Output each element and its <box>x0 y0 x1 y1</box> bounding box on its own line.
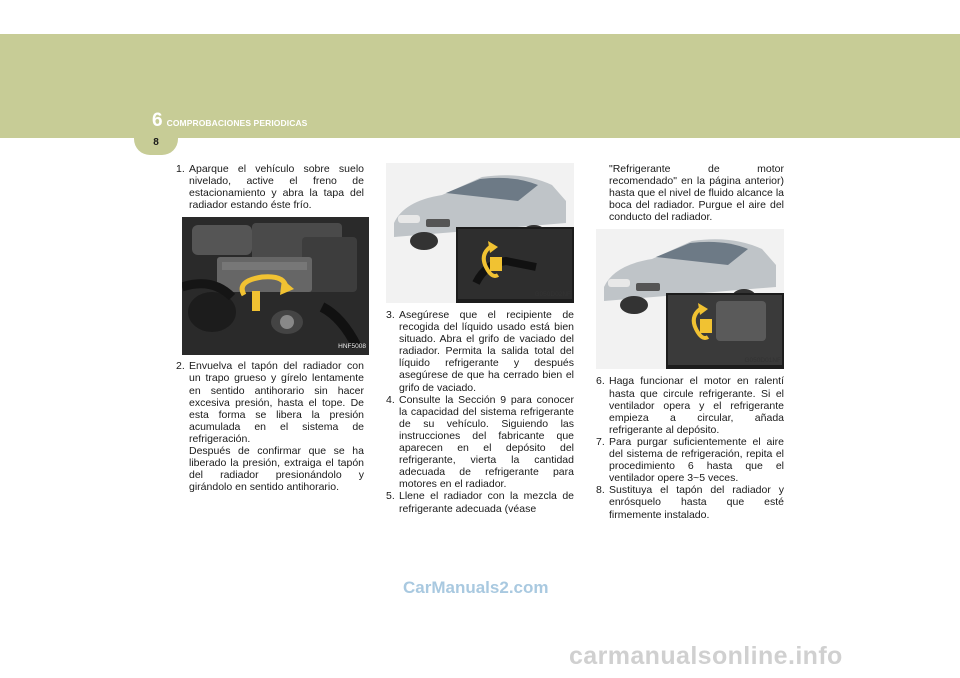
step-text: "Refrigerante de motor recomendado" en la página anterior) hasta que el nivel de fluido alcance la boca del radiador. Purgue el aire del conducto del radiador. <box>609 163 784 224</box>
step-number: 5. <box>386 490 395 503</box>
step-number: 6. <box>596 375 605 388</box>
chapter-heading <box>152 111 307 130</box>
chapter-title: COMPROBACIONES PERIODICAS <box>166 118 308 128</box>
step-number: 4. <box>386 393 395 406</box>
column-3 <box>596 163 784 521</box>
step-text: Después de confirmar que se ha liberado la presión, extraiga el tapón del radiador presionándolo y girándolo en sentido antihorario. <box>189 445 364 494</box>
watermark-carmanuals2: CarManuals2.com <box>403 578 549 597</box>
step-text: Envuelva el tapón del radiador con un trapo grueso y gírelo lentamente en sentido antihorario sin hacer excesiva presión, hasta el tope. De esta forma se libera la presión acumulada en el sistema de refrigeración. <box>189 360 364 445</box>
step-number: 3. <box>386 309 395 321</box>
step-number: 8. <box>596 484 605 497</box>
step-number: 7. <box>596 435 605 448</box>
photo-code: G050D02NF <box>534 290 571 298</box>
step-3 <box>386 309 574 394</box>
car-drain-photo <box>386 163 574 303</box>
step-5 <box>386 490 574 514</box>
step-text: Asegúrese que el recipiente de recogida del líquido usado está bien situado. Abra el grifo de vaciado del radiador. Permita la salida total del líquido refrigerante y después asegúrese de que ha cerrado bien el grifo de vaciado. <box>399 309 574 394</box>
step-number: 2. <box>176 360 185 373</box>
step-text: Consulte la Sección 9 para conocer la capacidad del sistema refrigerante de su vehículo. Siguiendo las instrucciones del fabricante que aparecen en el depósito del refrigerante, vierta la cantidad adecuada de refrigerante para motores en el radiador. <box>399 393 574 491</box>
car-radiator-photo <box>596 229 784 369</box>
step-2-continued <box>176 445 364 493</box>
header-band <box>0 34 960 138</box>
step-6 <box>596 375 784 435</box>
engine-radiator-photo <box>182 217 369 355</box>
step-1 <box>176 163 364 211</box>
step-2 <box>176 360 364 445</box>
engine-bay-illustration <box>182 217 369 355</box>
step-8 <box>596 484 784 520</box>
step-text: Haga funcionar el motor en ralentí hasta que circule refrigerante. Si el ventilador opera y el refrigerante empieza a circular, añada refrigerante al depósito. <box>609 375 784 436</box>
step-text: Llene el radiador con la mezcla de refrigerante adecuada (véase <box>399 490 574 515</box>
step-text: Aparque el vehículo sobre suelo nivelado, active el freno de estacionamiento y abra la tapa del radiador estando éste frío. <box>189 163 364 212</box>
chapter-number: 6 <box>152 110 163 131</box>
watermark-carmanualsonline: carmanualsonline.info <box>569 642 843 670</box>
step-7 <box>596 436 784 484</box>
step-text: Para purgar suficientemente el aire del sistema de refrigeración, repita el procedimiento 6 hasta que el ventilador opere 3~5 veces. <box>609 435 784 485</box>
column-2 <box>386 163 574 515</box>
photo-code: G050D01NF <box>744 357 781 365</box>
step-text: Sustituya el tapón del radiador y enrósquelo hasta que esté firmemente instalado. <box>609 484 784 521</box>
step-number: 1. <box>176 163 185 175</box>
car-illustration <box>596 229 784 369</box>
page-number: 8 <box>153 137 159 148</box>
car-illustration <box>386 163 574 303</box>
step-5-continued <box>596 163 784 223</box>
photo-code: HNF5008 <box>338 343 366 351</box>
step-4 <box>386 394 574 491</box>
column-1 <box>176 163 364 493</box>
